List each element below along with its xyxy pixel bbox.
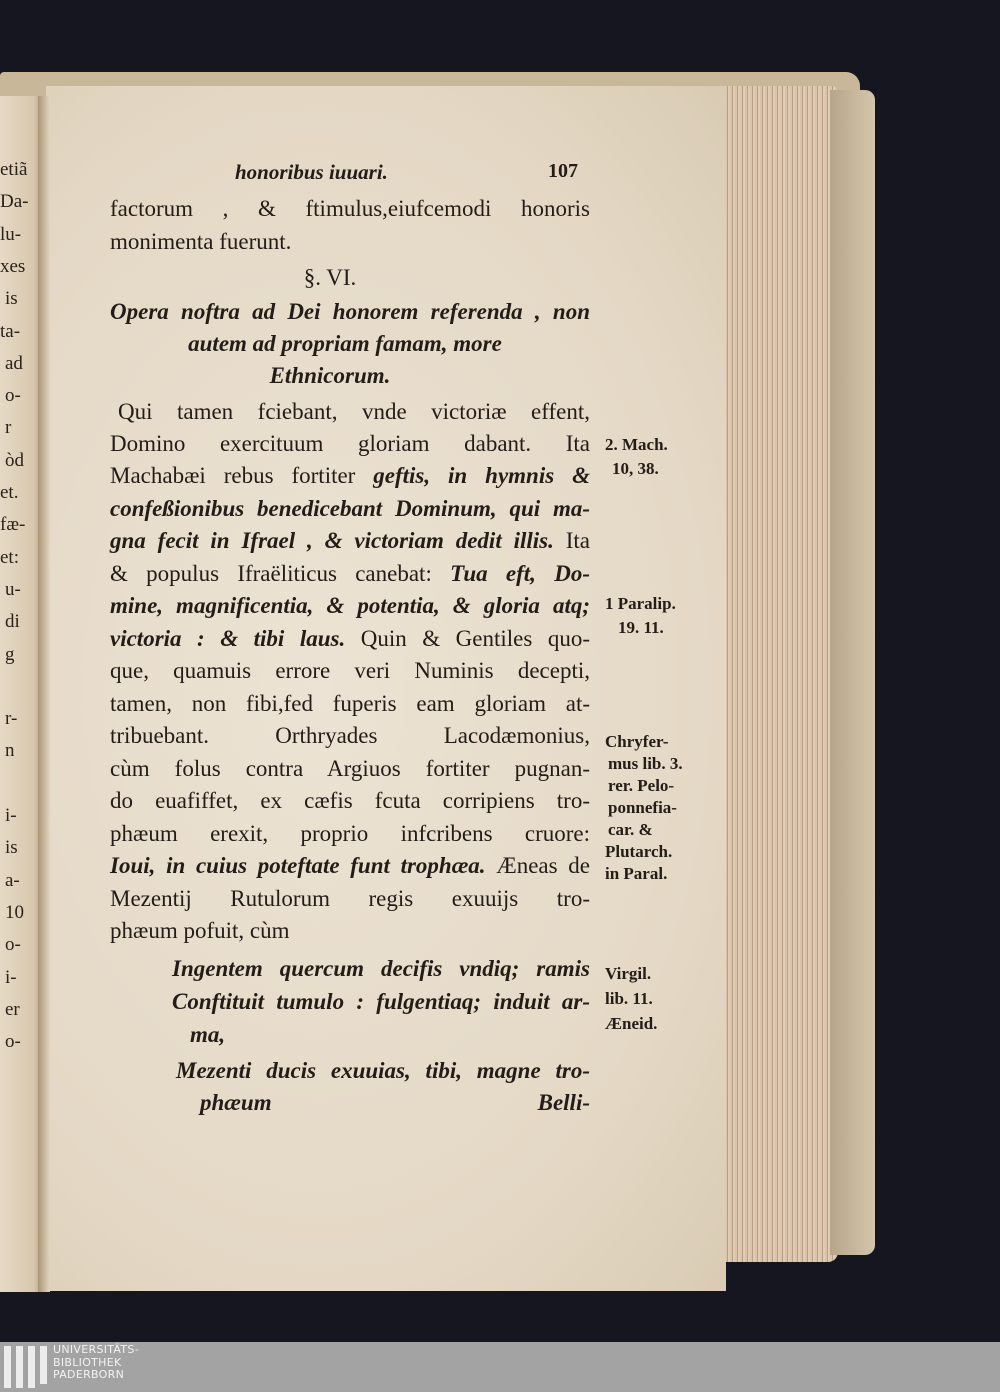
left-page-fragment: g: [5, 643, 15, 665]
book-cover-right: [830, 90, 875, 1255]
left-page-fragment: ta-: [0, 320, 21, 342]
text-segment: que, quamuis errore veri Numinis decepti,: [110, 658, 590, 683]
text-line: [110, 724, 590, 747]
margin-note: Æneid.: [605, 1014, 658, 1033]
text-line: [110, 692, 590, 715]
left-page-fragment: fæ-: [0, 514, 26, 536]
left-page-fragment: i-: [5, 805, 17, 826]
margin-note: mus lib. 3.: [608, 754, 683, 773]
left-page-fragment: u-: [5, 578, 21, 600]
text-line: [260, 364, 400, 387]
text-line: [110, 919, 590, 942]
text-segment: Conftituit tumulo : fulgentiaq; induit ar-: [172, 989, 590, 1014]
margin-note: 19. 11.: [618, 618, 664, 637]
text-segment: phæum: [200, 1090, 272, 1115]
left-page-fragment: lu-: [0, 223, 22, 245]
logo-line: PADERBORN: [53, 1368, 125, 1381]
text-segment: gna fecit in Ifrael , & victoriam dedit illis.: [110, 528, 554, 553]
margin-note: rer. Pelo-: [608, 776, 675, 795]
margin-note: 1 Paralip.: [605, 594, 676, 613]
left-page-fragment: di: [5, 611, 20, 633]
margin-note: Chryfer-: [605, 732, 669, 751]
left-page-fragment: n: [5, 740, 15, 762]
text-segment: Ingentem quercum decifis vndiq; ramis: [172, 956, 590, 981]
text-segment: tamen, non fibi,fed fuperis eam gloriam at-: [110, 691, 590, 716]
text-segment: Mezenti ducis exuuias, tibi, magne tro-: [176, 1058, 590, 1083]
text-segment: Tua eft, Do-: [450, 561, 590, 586]
text-line: [110, 659, 590, 682]
text-segment: & populus Ifraëliticus canebat:: [110, 561, 451, 586]
logo-line: UNIVERSITÄTS-: [53, 1343, 139, 1356]
text-line: [110, 627, 590, 650]
text-segment: monimenta fuerunt.: [110, 229, 292, 254]
page-number: 107: [548, 160, 578, 182]
left-page-fragment: et:: [0, 546, 19, 568]
left-page-fragment: xes: [0, 255, 26, 277]
text-line: [110, 789, 590, 812]
left-page-fragment: is: [5, 837, 18, 859]
margin-note: in Paral.: [605, 864, 668, 883]
text-segment: autem ad propriam famam, more: [188, 331, 502, 356]
left-page-fragment: ad: [5, 352, 23, 374]
text-segment: factorum , & ftimulus,eiufcemodi honoris: [110, 196, 590, 221]
text-line: [172, 990, 590, 1013]
text-segment: victoria : & tibi laus.: [110, 626, 346, 651]
left-page-fragment: Da-: [0, 191, 29, 213]
text-line: [110, 757, 590, 780]
text-segment: geftis, in hymnis &: [373, 463, 590, 488]
text-line: [110, 464, 590, 487]
text-segment: Quin & Gentiles quo-: [345, 626, 590, 651]
text-segment: mine, magnificentia, & potentia, & gloria atq;: [110, 593, 590, 618]
text-segment: Qui tamen fciebant, vnde victoriæ effent,: [118, 399, 590, 424]
left-page-fragment: 10: [5, 901, 24, 923]
text-segment: Ethnicorum.: [269, 363, 391, 388]
text-line: [110, 197, 590, 220]
running-title: honoribus iuuari.: [235, 160, 388, 184]
left-page-fragment: o-: [5, 1031, 21, 1053]
text-segment: do euafiffet, ex cæfis fcuta corripiens tro-: [110, 788, 590, 813]
text-segment: phæum pofuit, cùm: [110, 918, 290, 943]
text-line: [110, 230, 590, 253]
text-line: [110, 822, 590, 845]
page-edges: [710, 86, 838, 1262]
text-segment: confeßionibus benedicebant Dominum, qui ma-: [110, 496, 590, 521]
text-line: [110, 300, 590, 323]
text-line: [190, 1023, 608, 1046]
left-page-fragment: òd: [5, 449, 24, 471]
margin-note: 10, 38.: [612, 459, 659, 478]
margin-note: Virgil.: [605, 964, 652, 983]
text-line: [110, 562, 590, 585]
text-line: [172, 957, 590, 980]
text-segment: Machabæi rebus fortiter: [110, 463, 374, 488]
left-page: [0, 96, 42, 1292]
left-page-fragment: is: [5, 288, 18, 310]
text-line: [110, 594, 590, 617]
margin-note: ponnefia-: [608, 798, 677, 817]
text-segment: tribuebant. Orthryades Lacodæmonius,: [110, 723, 590, 748]
text-segment: Æneas de: [485, 853, 590, 878]
left-page-fragment: r: [5, 417, 12, 439]
text-segment: Ita: [553, 528, 590, 553]
logo-line: BIBLIOTHEK: [53, 1355, 122, 1369]
left-page-fragment: r-: [5, 708, 18, 730]
text-line: [110, 497, 590, 520]
margin-note: lib. 11.: [605, 989, 653, 1008]
left-page-fragment: etiã: [0, 159, 28, 180]
text-segment: Mezentij Rutulorum regis exuuijs tro-: [110, 886, 590, 911]
footer-bar: [0, 1342, 1000, 1392]
text-line: [118, 400, 590, 423]
text-line: [110, 432, 590, 455]
text-segment: cùm folus contra Argiuos fortiter pugnan-: [110, 756, 590, 781]
text-line: [176, 1059, 590, 1082]
left-page-fragment: o-: [5, 934, 21, 956]
text-line: [110, 854, 590, 877]
text-line: [160, 332, 530, 355]
text-line: [260, 266, 400, 289]
left-page-fragment: er: [5, 998, 20, 1020]
left-page-fragment: i-: [5, 966, 17, 988]
text-segment: ma,: [190, 1022, 226, 1047]
left-page-fragment: et.: [0, 482, 19, 503]
text-segment: Opera noftra ad Dei honorem referenda , non: [110, 299, 590, 324]
text-segment: phæum erexit, proprio infcribens cruore:: [110, 821, 590, 846]
left-page-fragment: a-: [5, 869, 20, 891]
library-logo-text: [53, 1344, 139, 1382]
text-segment: Ioui, in cuius poteftate funt trophæa.: [110, 853, 486, 878]
left-page-fragment: o-: [5, 385, 21, 407]
margin-note: 2. Mach.: [605, 435, 668, 454]
text-line: [110, 887, 590, 910]
text-line: [200, 1091, 590, 1114]
margin-note: car. &: [608, 820, 653, 839]
text-segment: Belli-: [537, 1090, 590, 1115]
book-gutter: [38, 96, 50, 1292]
margin-note: Plutarch.: [605, 842, 673, 861]
text-line: [110, 529, 590, 552]
text-segment: Domino exercituum gloriam dabant. Ita: [110, 431, 590, 456]
text-segment: §. VI.: [303, 265, 357, 290]
